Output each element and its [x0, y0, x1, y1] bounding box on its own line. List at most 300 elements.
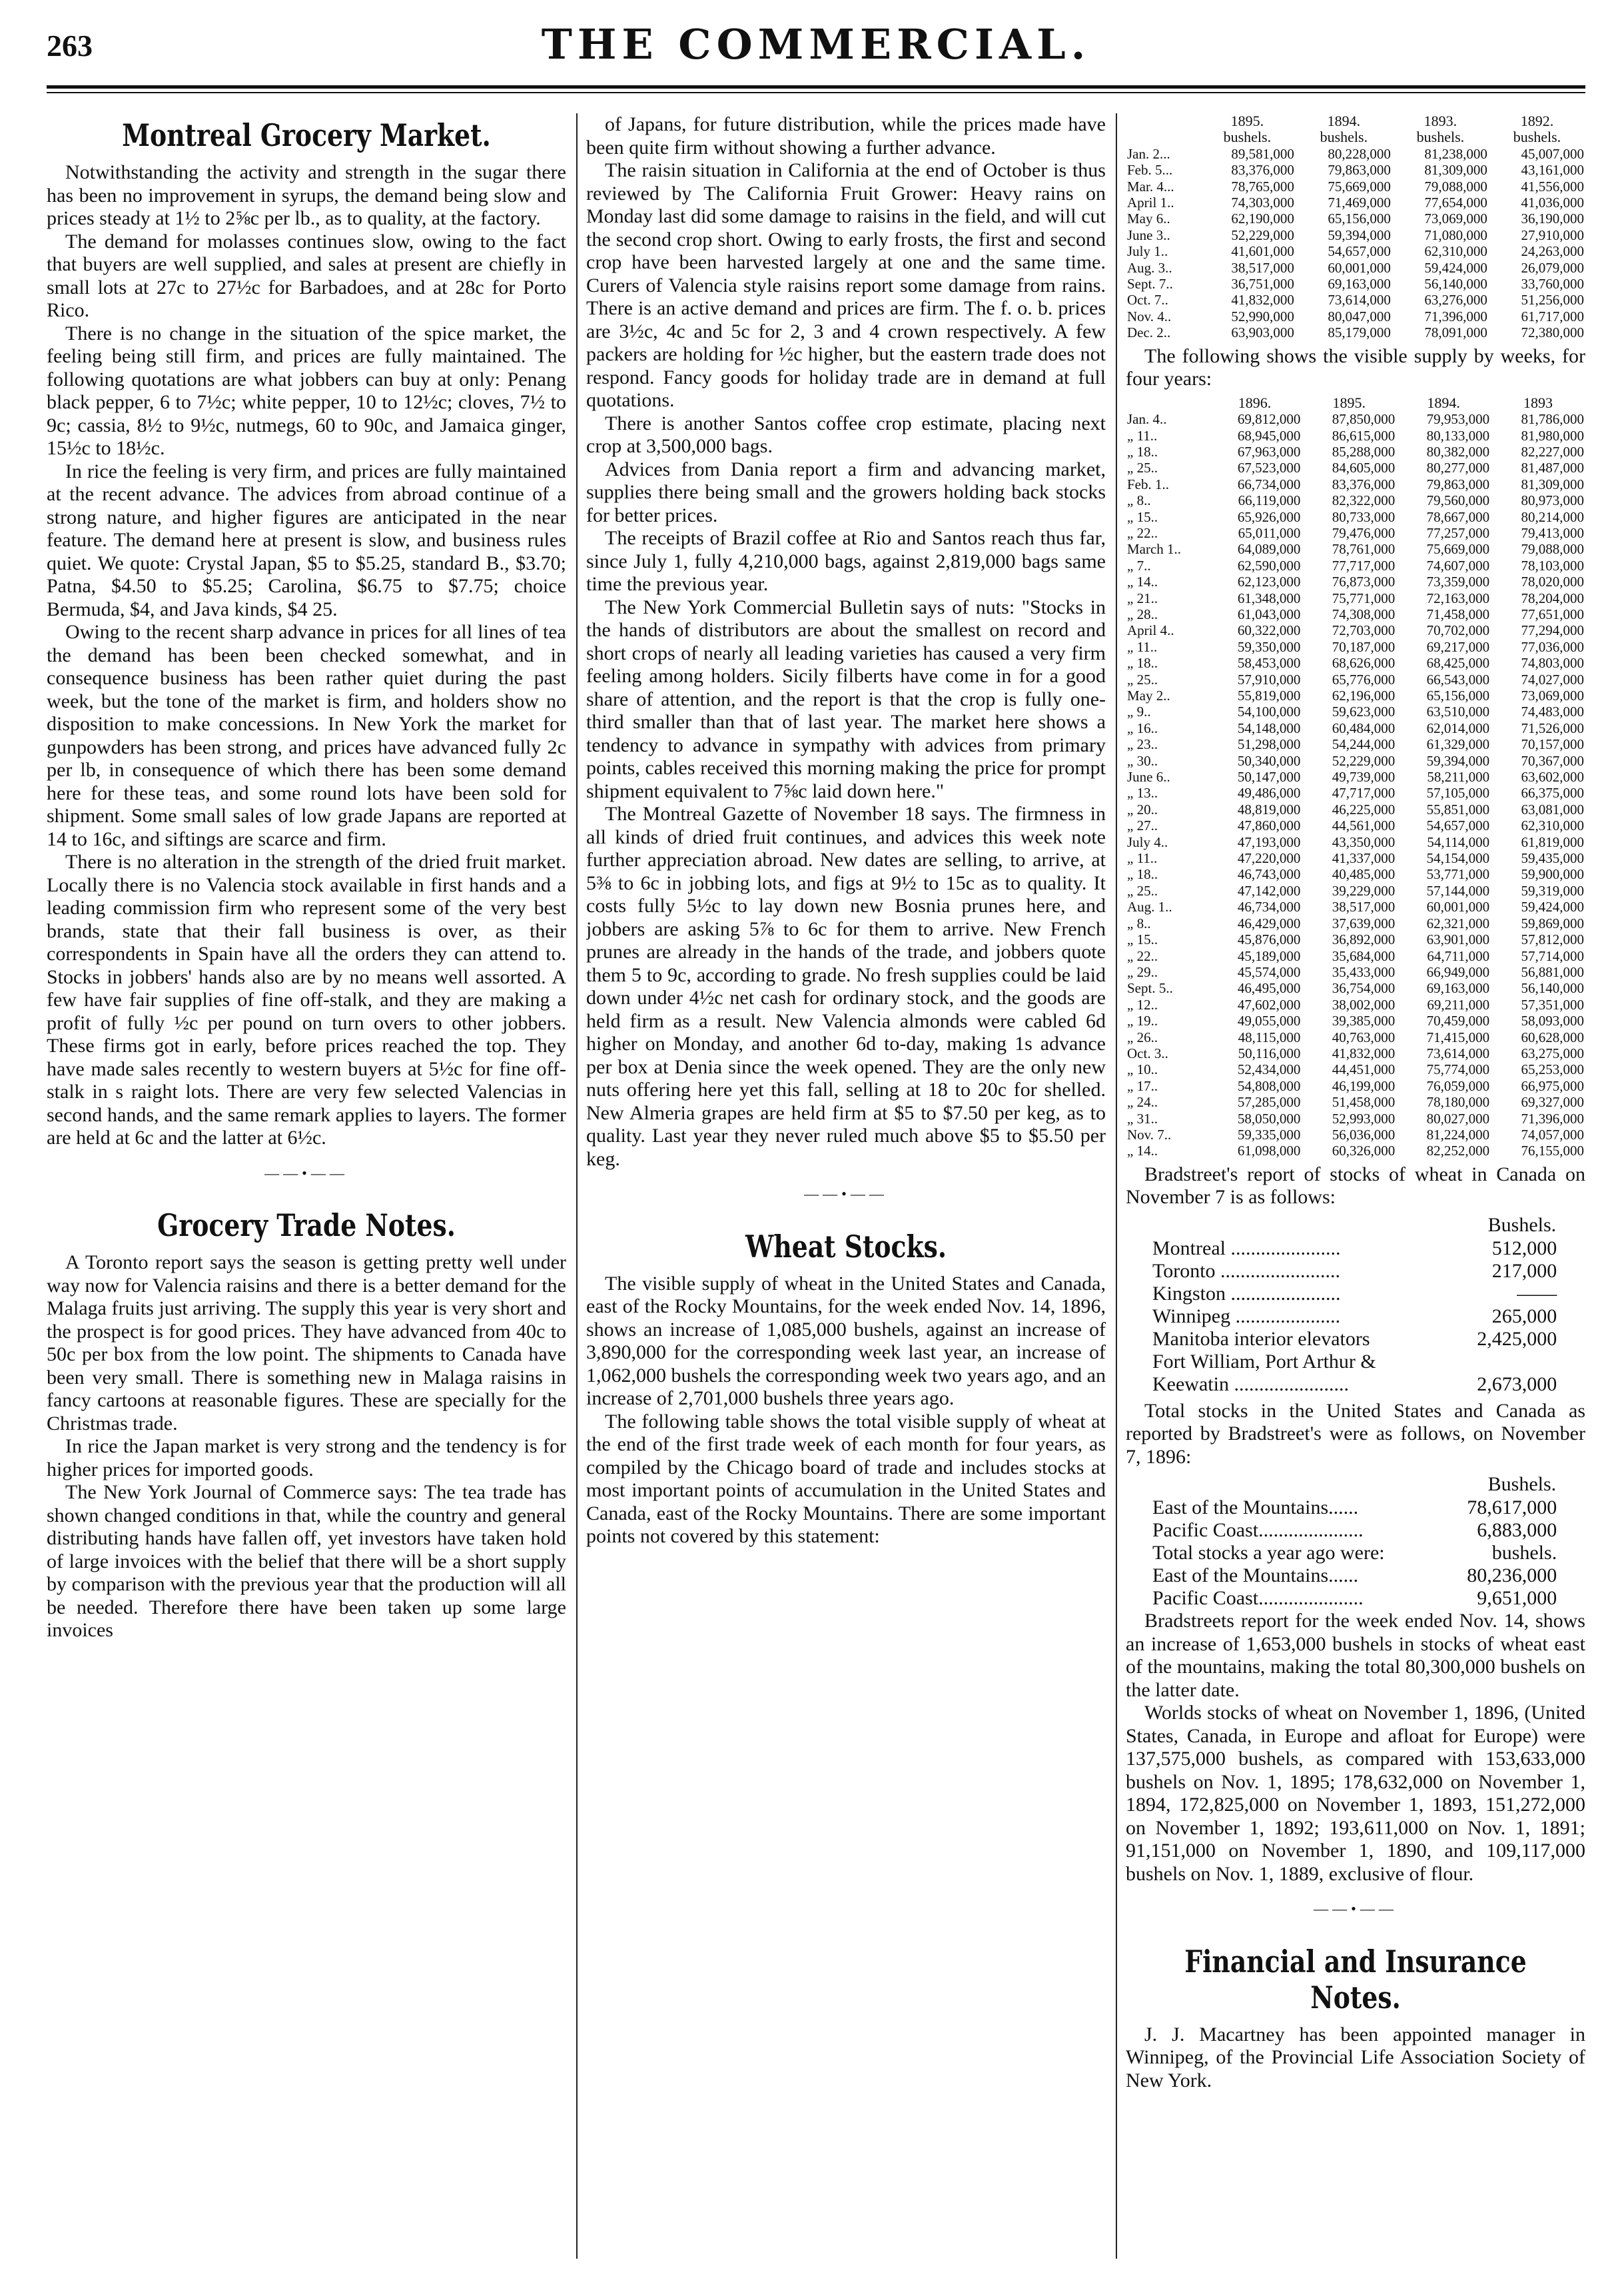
table-cell: 60,001,000 [1426, 899, 1490, 915]
row-label: „ 22.. [1127, 524, 1158, 541]
paragraph: The New York Journal of Commerce says: The tea trade has shown changed conditions in that, while the country and general distributing hands have fallen off, yet investors have taken hold of large invoices with the belief that there will be a short supply by comparison with the previous year that the production will all be needed. Therefore there have been taken up some large invoices [47, 1481, 566, 1641]
paragraph: The Montreal Gazette of November 18 says. The firmness in all kinds of dried fruit continues, and advices this week note further appreciation abroad. New dates are selling, to arrive, at 5⅜ to 6c in jobbing lots, and figs at 9½ to 15c as to quality. It costs fully 5½c to lay down new Bosnia prunes here, and jobbers are asking 5⅞ to 6c for them to arrive. New French prunes are already in the hands of the trade, and jobbers quote them 5 to 9c, according to grade. No fresh supplies could be laid down under 4½c net cash for ordinary stock, and the goods are held firm as a result. New Valencia almonds were cabled 6d higher on Monday, and another 6d to-day, making 1s advance per box at Denia since the week opened. They are the only new nuts offering here yet this fall, selling at 18 to 20c for shelled. New Almeria grapes are held firm at $5 to $7.50 per keg, as to quality. Last year they never ruled much above $5 to $5.50 per keg. [586, 803, 1106, 1170]
table-cell: 79,953,000 [1426, 411, 1490, 428]
table-cell: 71,396,000 [1521, 1110, 1584, 1127]
row-label: July 1.. [1127, 243, 1168, 260]
table-cell: 40,763,000 [1332, 1029, 1396, 1045]
row-label: Aug. 1.. [1127, 899, 1172, 915]
table-cell: 66,975,000 [1521, 1077, 1584, 1094]
table-cell: 70,157,000 [1521, 736, 1584, 753]
row-label: Jan. 2... [1127, 145, 1170, 162]
unit-label: bushels. [1416, 129, 1465, 146]
table-row [1126, 818, 1585, 834]
table-cell: 78,091,000 [1424, 324, 1487, 341]
table-cell: 73,614,000 [1426, 1045, 1490, 1061]
table-row [1152, 1587, 1557, 1610]
table-row [1126, 541, 1585, 557]
table-row [1126, 476, 1585, 492]
row-label: „ 25.. [1127, 671, 1158, 688]
table-row [1126, 211, 1585, 227]
table-cell: 59,869,000 [1521, 915, 1584, 931]
table-row [1126, 292, 1585, 308]
table-cell: 76,155,000 [1521, 1143, 1584, 1159]
table-cell: 81,238,000 [1424, 145, 1487, 162]
table-cell: 75,669,000 [1426, 541, 1490, 558]
row-label: Sept. 7.. [1127, 276, 1173, 292]
column-header: 1893 [1523, 394, 1553, 411]
table-cell: 60,484,000 [1332, 720, 1396, 736]
table-row [1126, 1029, 1585, 1045]
table-row [1126, 883, 1585, 899]
table-cell: 9,651,000 [1477, 1587, 1557, 1610]
table-cell: 53,771,000 [1426, 866, 1490, 883]
article-heading: Financial and Insurance Notes. [1184, 1943, 1527, 2015]
table-cell: 80,973,000 [1521, 492, 1584, 509]
table-cell: bushels. [1491, 1542, 1557, 1564]
table-cell: 63,602,000 [1521, 769, 1584, 786]
row-label: „ 31.. [1127, 1110, 1158, 1127]
table-cell: 62,590,000 [1237, 557, 1301, 574]
row-label: Keewatin ....................... [1152, 1373, 1349, 1395]
table-row [1126, 428, 1585, 444]
table-cell: 47,220,000 [1237, 850, 1301, 867]
paragraph: A Toronto report says the season is getting pretty well under way now for Valencia raisins and there is a better demand for the Malaga fruits just arriving. The supply this year is very short and the prospect is for good prices. They have advanced from 40c to 50c per box from the low point. The shipments to Canada have been very small. There is something new in Malaga raisins in fancy cartoons at reasonable figures. These are specially for the Christmas trade. [47, 1251, 566, 1434]
table-cell: 80,047,000 [1328, 308, 1391, 324]
table-cell: 59,394,000 [1328, 227, 1391, 243]
table-cell: 83,376,000 [1332, 476, 1396, 492]
us-stocks-table [1152, 1472, 1557, 1610]
table-header-row [1152, 1472, 1557, 1496]
row-label: „ 18.. [1127, 866, 1158, 883]
row-label: May 2.. [1127, 688, 1170, 704]
table-cell: 48,115,000 [1238, 1029, 1301, 1045]
row-label: „ 10.. [1127, 1061, 1158, 1078]
table-cell: 62,310,000 [1521, 818, 1584, 834]
table-cell: 77,654,000 [1424, 195, 1487, 211]
article-separator: ——•—— [264, 1164, 348, 1181]
paragraph: The demand for molasses continues slow, owing to the fact that buyers are well supplied, and sales at present are chiefly in small lots at 27c to 27½c for Barbadoes, and at 28c for Porto Rico. [47, 230, 566, 321]
table-row [1126, 622, 1585, 638]
table-cell: 265,000 [1491, 1305, 1557, 1327]
row-label: „ 21.. [1127, 590, 1158, 606]
article-body [1126, 2023, 1585, 2093]
row-label: March 1.. [1127, 541, 1182, 558]
table-cell: 45,189,000 [1237, 947, 1301, 964]
row-label: Pacific Coast..................... [1152, 1587, 1364, 1610]
table-cell: 54,154,000 [1426, 850, 1490, 867]
table-cell: 38,517,000 [1332, 899, 1396, 915]
table-cell: 80,382,000 [1426, 443, 1490, 460]
table-cell: 57,910,000 [1237, 671, 1301, 688]
table-row [1152, 1260, 1557, 1283]
unit-label: bushels. [1223, 129, 1272, 146]
table-cell: 71,415,000 [1426, 1029, 1490, 1045]
table-cell: 64,089,000 [1237, 541, 1301, 558]
table-row [1126, 460, 1585, 476]
column-header: 1896. [1238, 394, 1272, 411]
table-cell: 78,204,000 [1521, 590, 1584, 606]
row-label: Kingston ...................... [1152, 1282, 1341, 1305]
table-cell: 35,433,000 [1332, 963, 1396, 980]
table-row [1126, 606, 1585, 622]
table-cell: 78,020,000 [1521, 574, 1584, 590]
table-cell: 69,217,000 [1426, 638, 1490, 655]
table-cell: 57,105,000 [1426, 785, 1490, 802]
paragraph: J. J. Macartney has been appointed manager in Winnipeg, of the Provincial Life Association Society of New York. [1126, 2023, 1585, 2091]
table-cell: 37,639,000 [1332, 915, 1396, 931]
table-cell: 69,211,000 [1427, 996, 1490, 1013]
table-cell: 51,256,000 [1521, 292, 1584, 308]
table-cell: 41,601,000 [1231, 243, 1294, 260]
table-cell: 59,424,000 [1521, 899, 1584, 915]
table-cell: 74,803,000 [1521, 655, 1584, 672]
table-cell: 61,329,000 [1426, 736, 1490, 753]
table-cell: 66,119,000 [1238, 492, 1301, 509]
table-cell: 81,487,000 [1521, 460, 1584, 476]
table-cell: 50,340,000 [1237, 752, 1301, 769]
table-cell: 60,326,000 [1332, 1143, 1396, 1159]
table-cell: 46,199,000 [1332, 1077, 1396, 1094]
blank-header [1152, 1472, 1444, 1496]
row-label: Feb. 1.. [1127, 476, 1169, 492]
table-cell: 75,669,000 [1328, 178, 1391, 195]
table-cell: 85,288,000 [1332, 443, 1396, 460]
table-cell: 46,743,000 [1237, 866, 1301, 883]
article-separator: ——•—— [804, 1185, 888, 1202]
page-number: 263 [47, 29, 93, 63]
table-row [1126, 1078, 1585, 1094]
table-cell: 58,050,000 [1237, 1110, 1301, 1127]
row-label: „ 11.. [1127, 427, 1158, 444]
table-cell: 54,148,000 [1237, 720, 1301, 736]
table-cell: 58,093,000 [1521, 1013, 1584, 1029]
monthly-wheat-table [1126, 113, 1585, 341]
masthead-title: THE COMMERCIAL. [541, 20, 1091, 69]
column-header: 1895. [1230, 113, 1264, 129]
row-label: „ 18.. [1127, 655, 1158, 672]
row-label: „ 25.. [1127, 460, 1158, 476]
paragraph: In rice the Japan market is very strong and the tendency is for higher prices for imported goods. [47, 1435, 566, 1480]
table-cell: 46,495,000 [1237, 980, 1301, 997]
table-row [1152, 1496, 1557, 1519]
table-cell: 73,359,000 [1426, 574, 1490, 590]
row-label: „ 8.. [1127, 915, 1151, 931]
table-cell: 512,000 [1491, 1237, 1557, 1259]
table-cell: 71,080,000 [1424, 227, 1487, 243]
article-body [1126, 1610, 1585, 1886]
column-header [1126, 113, 1199, 129]
table-caption: Total stocks in the United States and Canada as reported by Bradstreet's were as follows, on November 7, 1896: [1126, 1399, 1585, 1468]
table-cell: 69,812,000 [1237, 411, 1301, 428]
table-cell: 63,901,000 [1426, 931, 1490, 948]
table-cell: 47,142,000 [1237, 882, 1301, 899]
table-cell: 80,236,000 [1467, 1564, 1557, 1587]
table-cell: 57,285,000 [1237, 1094, 1301, 1111]
table-row [1126, 179, 1585, 195]
table-row [1126, 324, 1585, 340]
header-rule-thin [47, 92, 1585, 93]
table-cell: 69,163,000 [1426, 980, 1490, 997]
table-cell: 61,348,000 [1237, 590, 1301, 606]
table-cell: 57,144,000 [1426, 882, 1490, 899]
table-cell: 45,876,000 [1237, 931, 1301, 948]
row-label: „ 18.. [1127, 443, 1158, 460]
row-label: „ 7.. [1127, 557, 1151, 574]
table-cell: 52,993,000 [1332, 1110, 1396, 1127]
table-cell: 35,684,000 [1332, 947, 1396, 964]
table-row [1126, 1045, 1585, 1061]
table-cell: 62,190,000 [1231, 211, 1294, 227]
table-row [1126, 574, 1585, 590]
paragraph: In rice the feeling is very firm, and prices are fully maintained at the recent advance. The advices from abroad continue of a strong nature, and higher figures are anticipated in the near feature. The demand here at present is slow, and business rules quiet. We quote: Crystal Japan, $5 to $5.25, standard B., $3.70; Patna, $4.50 to $5.25; Carolina, $6.75 to $7.75; choice Bermuda, $4, and Java kinds, $4 25. [47, 460, 566, 620]
article-body [47, 1251, 566, 1642]
table-cell: 80,133,000 [1426, 427, 1490, 444]
table-row [1126, 1061, 1585, 1077]
table-row [1126, 1127, 1585, 1143]
row-label: „ 9.. [1127, 704, 1151, 720]
table-cell: 52,229,000 [1231, 227, 1294, 243]
canada-stocks-table [1152, 1213, 1557, 1396]
table-cell: 40,485,000 [1332, 866, 1396, 883]
table-cell: 2,673,000 [1477, 1373, 1557, 1395]
table-cell: 54,100,000 [1237, 704, 1301, 720]
row-label: „ 8.. [1127, 492, 1151, 509]
table-cell: 60,322,000 [1237, 622, 1301, 639]
table-cell: 41,337,000 [1332, 850, 1396, 867]
table-cell: 36,754,000 [1332, 980, 1396, 997]
table-row [1126, 753, 1585, 769]
row-label: „ 15.. [1127, 931, 1158, 948]
table-row [1126, 558, 1585, 574]
table-cell: 79,476,000 [1332, 524, 1396, 541]
column-divider [576, 113, 578, 2259]
table-cell: 46,734,000 [1237, 899, 1301, 915]
row-label: Dec. 2.. [1127, 324, 1171, 341]
table-row [1126, 1111, 1585, 1127]
table-cell: 63,275,000 [1521, 1045, 1584, 1061]
table-cell: 33,760,000 [1521, 276, 1584, 292]
row-label: „ 29.. [1127, 963, 1158, 980]
table-cell: 62,310,000 [1424, 243, 1487, 260]
table-cell: 62,196,000 [1332, 688, 1396, 704]
table-cell: 45,574,000 [1237, 963, 1301, 980]
table-cell: 39,229,000 [1332, 882, 1396, 899]
row-label: Fort William, Port Arthur & [1152, 1350, 1376, 1373]
paragraph: The following table shows the total visible supply of wheat at the end of the first trade week of each month for four years, as compiled by the Chicago board of trade and includes stocks at most important points of accumulation in the United States and Canada, east of the Rocky Mountains. There are some important points not covered by this statement: [586, 1410, 1106, 1547]
table-cell: 52,229,000 [1332, 752, 1396, 769]
table-row [1126, 785, 1585, 801]
table-row [1152, 1328, 1557, 1351]
table-cell: 62,123,000 [1237, 574, 1301, 590]
row-label: Feb. 5... [1127, 162, 1173, 179]
table-cell: 45,007,000 [1521, 145, 1584, 162]
column-2 [586, 113, 1106, 2259]
table-header-row [1126, 395, 1585, 411]
table-cell: 49,739,000 [1332, 769, 1396, 786]
table-cell: 79,863,000 [1328, 162, 1391, 179]
table-cell: 65,011,000 [1238, 524, 1301, 541]
table-cell: 2,425,000 [1477, 1327, 1557, 1350]
table-header-row [1152, 1213, 1557, 1237]
table-cell: 84,605,000 [1332, 460, 1396, 476]
table-cell: 79,088,000 [1424, 178, 1487, 195]
table-cell: 80,214,000 [1521, 508, 1584, 525]
table-cell: 71,458,000 [1426, 606, 1490, 622]
table-row [1126, 1143, 1585, 1159]
table-cell: 82,252,000 [1426, 1143, 1490, 1159]
table-cell: 36,892,000 [1332, 931, 1396, 948]
page-header [47, 13, 1585, 113]
table-cell: 60,628,000 [1521, 1029, 1584, 1045]
table-cell: 58,211,000 [1427, 769, 1490, 786]
paragraph: The New York Commercial Bulletin says of nuts: "Stocks in the hands of distributors are about the smallest on record and short crops of nearly all leading varieties has caused a very firm feeling among holders. Sicily filberts have come in for a good share of attention, and the report is that the crop is fully one-third smaller than that of last year. The market here shows a tendency to advance in sympathy with advices from primary points, cables received this morning making the price for prompt shipment equivalent to 7⅝c laid down here." [586, 596, 1106, 802]
paragraph: Advices from Dania report a firm and advancing market, supplies there being small and the growers holding back stocks for better prices. [586, 458, 1106, 526]
table-cell: 76,059,000 [1426, 1077, 1490, 1094]
table-cell: 78,765,000 [1231, 178, 1294, 195]
table-cell: 55,819,000 [1237, 688, 1301, 704]
table-cell: 59,394,000 [1426, 752, 1490, 769]
table-cell: 78,617,000 [1467, 1496, 1557, 1519]
row-label: „ 28.. [1127, 606, 1158, 622]
table-cell: 73,614,000 [1328, 292, 1391, 308]
table-cell: 46,225,000 [1332, 801, 1396, 818]
table-cell: 74,027,000 [1521, 671, 1584, 688]
row-label: Montreal ...................... [1152, 1237, 1341, 1259]
table-cell: 79,560,000 [1426, 492, 1490, 509]
table-row [1152, 1305, 1557, 1328]
table-cell: 81,786,000 [1521, 411, 1584, 428]
column-divider [1116, 113, 1117, 2259]
table-cell: 65,156,000 [1426, 688, 1490, 704]
table-cell: 47,193,000 [1237, 834, 1301, 850]
unit-label: bushels. [1513, 129, 1561, 146]
unit-label: Bushels. [1487, 1213, 1557, 1236]
table-cell: 54,808,000 [1237, 1077, 1301, 1094]
table-row [1152, 1237, 1557, 1260]
table-cell: 68,626,000 [1332, 655, 1396, 672]
article-heading: Grocery Trade Notes. [157, 1207, 456, 1243]
table-cell: 63,276,000 [1424, 292, 1487, 308]
table-header-row [1126, 113, 1585, 129]
table-cell: 72,703,000 [1332, 622, 1396, 639]
table-cell: 24,263,000 [1521, 243, 1584, 260]
row-label: „ 13.. [1127, 785, 1158, 802]
table-cell: 77,036,000 [1521, 638, 1584, 655]
table-cell: 41,832,000 [1231, 292, 1294, 308]
table-cell: 67,523,000 [1237, 460, 1301, 476]
table-cell: 77,294,000 [1521, 622, 1584, 639]
table-cell: 61,098,000 [1237, 1143, 1301, 1159]
row-label: „ 12.. [1127, 996, 1158, 1013]
table-cell: 54,114,000 [1427, 834, 1490, 850]
paragraph: There is no alteration in the strength of the dried fruit market. Locally there is no Valencia stock available in first hands and a leading commission firm who represent some of the very best brands, state that their fall business is over, as their correspondents in Spain have all the orders they can attend to. Stocks in jobbers' hands also are by no means well assorted. A few have fair supplies of fine off-stalk, and they are making a profit of fully ½c per pound on turn overs to other jobbers. These firms got in early, before prices reached the top. They have made sales recently to western buyers at 5½c for fine off-stalk in s raight lots. There are very few selected Valencias in second hands, and the same remark applies to layers. The former are held at 6c and the latter at 6½c. [47, 851, 566, 1149]
table-row [1126, 915, 1585, 931]
row-label: „ 24.. [1127, 1094, 1158, 1111]
row-label: Jan. 4.. [1127, 411, 1167, 428]
table-cell: 74,607,000 [1426, 557, 1490, 574]
table-cell: 39,385,000 [1332, 1013, 1396, 1029]
row-label: Oct. 3.. [1127, 1045, 1168, 1061]
table-cell: 56,881,000 [1521, 963, 1584, 980]
table-cell: 71,396,000 [1424, 308, 1487, 324]
table-row [1152, 1564, 1557, 1587]
table-row [1126, 736, 1585, 752]
table-cell: 54,657,000 [1328, 243, 1391, 260]
row-label: „ 11.. [1127, 638, 1158, 655]
table-cell: 36,190,000 [1521, 211, 1584, 227]
table-caption: Bradstreet's report of stocks of wheat in Canada on November 7 is as follows: [1126, 1163, 1585, 1209]
table-cell: 59,319,000 [1521, 882, 1584, 899]
table-row [1126, 276, 1585, 292]
table-row [1126, 997, 1585, 1013]
table-cell: 85,179,000 [1328, 324, 1391, 341]
table-cell: 77,717,000 [1332, 557, 1396, 574]
column-header: 1893. [1423, 113, 1457, 129]
table-row [1126, 850, 1585, 866]
table-cell: 57,714,000 [1521, 947, 1584, 964]
table-cell: 46,429,000 [1237, 915, 1301, 931]
table-row [1126, 866, 1585, 882]
table-cell: 64,711,000 [1427, 947, 1490, 964]
table-cell: 44,451,000 [1332, 1061, 1396, 1078]
article-heading: Wheat Stocks. [745, 1228, 947, 1265]
table-cell: 59,623,000 [1332, 704, 1396, 720]
table-cell: 52,434,000 [1237, 1061, 1301, 1078]
column-header: 1895. [1332, 394, 1366, 411]
table-cell: 76,873,000 [1332, 574, 1396, 590]
table-row [1126, 639, 1585, 655]
table-cell: 78,180,000 [1426, 1094, 1490, 1111]
table-cell: 55,851,000 [1426, 801, 1490, 818]
table-row [1126, 525, 1585, 541]
table-row [1152, 1283, 1557, 1305]
table-row [1126, 948, 1585, 964]
paragraph: of Japans, for future distribution, while the prices made have been quite firm without showing a further advance. [586, 113, 1106, 159]
table-cell: 78,103,000 [1521, 557, 1584, 574]
table-cell: 63,081,000 [1521, 801, 1584, 818]
table-cell: 66,375,000 [1521, 785, 1584, 802]
article-body [586, 1273, 1106, 1548]
table-cell: 68,425,000 [1426, 655, 1490, 672]
table-cell: 63,510,000 [1426, 704, 1490, 720]
table-cell: 81,224,000 [1426, 1126, 1490, 1143]
table-cell: 89,581,000 [1231, 145, 1294, 162]
row-label: June 3.. [1127, 227, 1170, 243]
table-cell: 26,079,000 [1521, 259, 1584, 276]
table-cell: 74,483,000 [1521, 704, 1584, 720]
table-row [1126, 444, 1585, 460]
row-label: Aug. 3.. [1127, 259, 1172, 276]
table-cell: 82,227,000 [1521, 443, 1584, 460]
table-cell: 63,903,000 [1231, 324, 1294, 341]
table-cell: 51,458,000 [1332, 1094, 1396, 1111]
row-label: Pacific Coast..................... [1152, 1519, 1364, 1542]
table-cell: 41,036,000 [1521, 195, 1584, 211]
row-label: July 4.. [1127, 834, 1168, 850]
table-cell: 80,733,000 [1332, 508, 1396, 525]
unit-label [1126, 129, 1199, 145]
table-row [1126, 590, 1585, 606]
row-label: „ 20.. [1127, 801, 1158, 818]
table-row [1126, 1013, 1585, 1029]
row-label: „ 26.. [1127, 1029, 1158, 1045]
table-cell: 69,327,000 [1521, 1094, 1584, 1111]
row-label: „ 25.. [1127, 882, 1158, 899]
row-label: Mar. 4... [1127, 178, 1174, 195]
table-cell: 82,322,000 [1332, 492, 1396, 509]
table-cell: 59,424,000 [1424, 259, 1487, 276]
paragraph: Notwithstanding the activity and strength in the sugar there has been no improvement in syrups, the demand being slow and prices steady at 1½ to 2⅝c per lb., as to quality, at the factory. [47, 161, 566, 229]
